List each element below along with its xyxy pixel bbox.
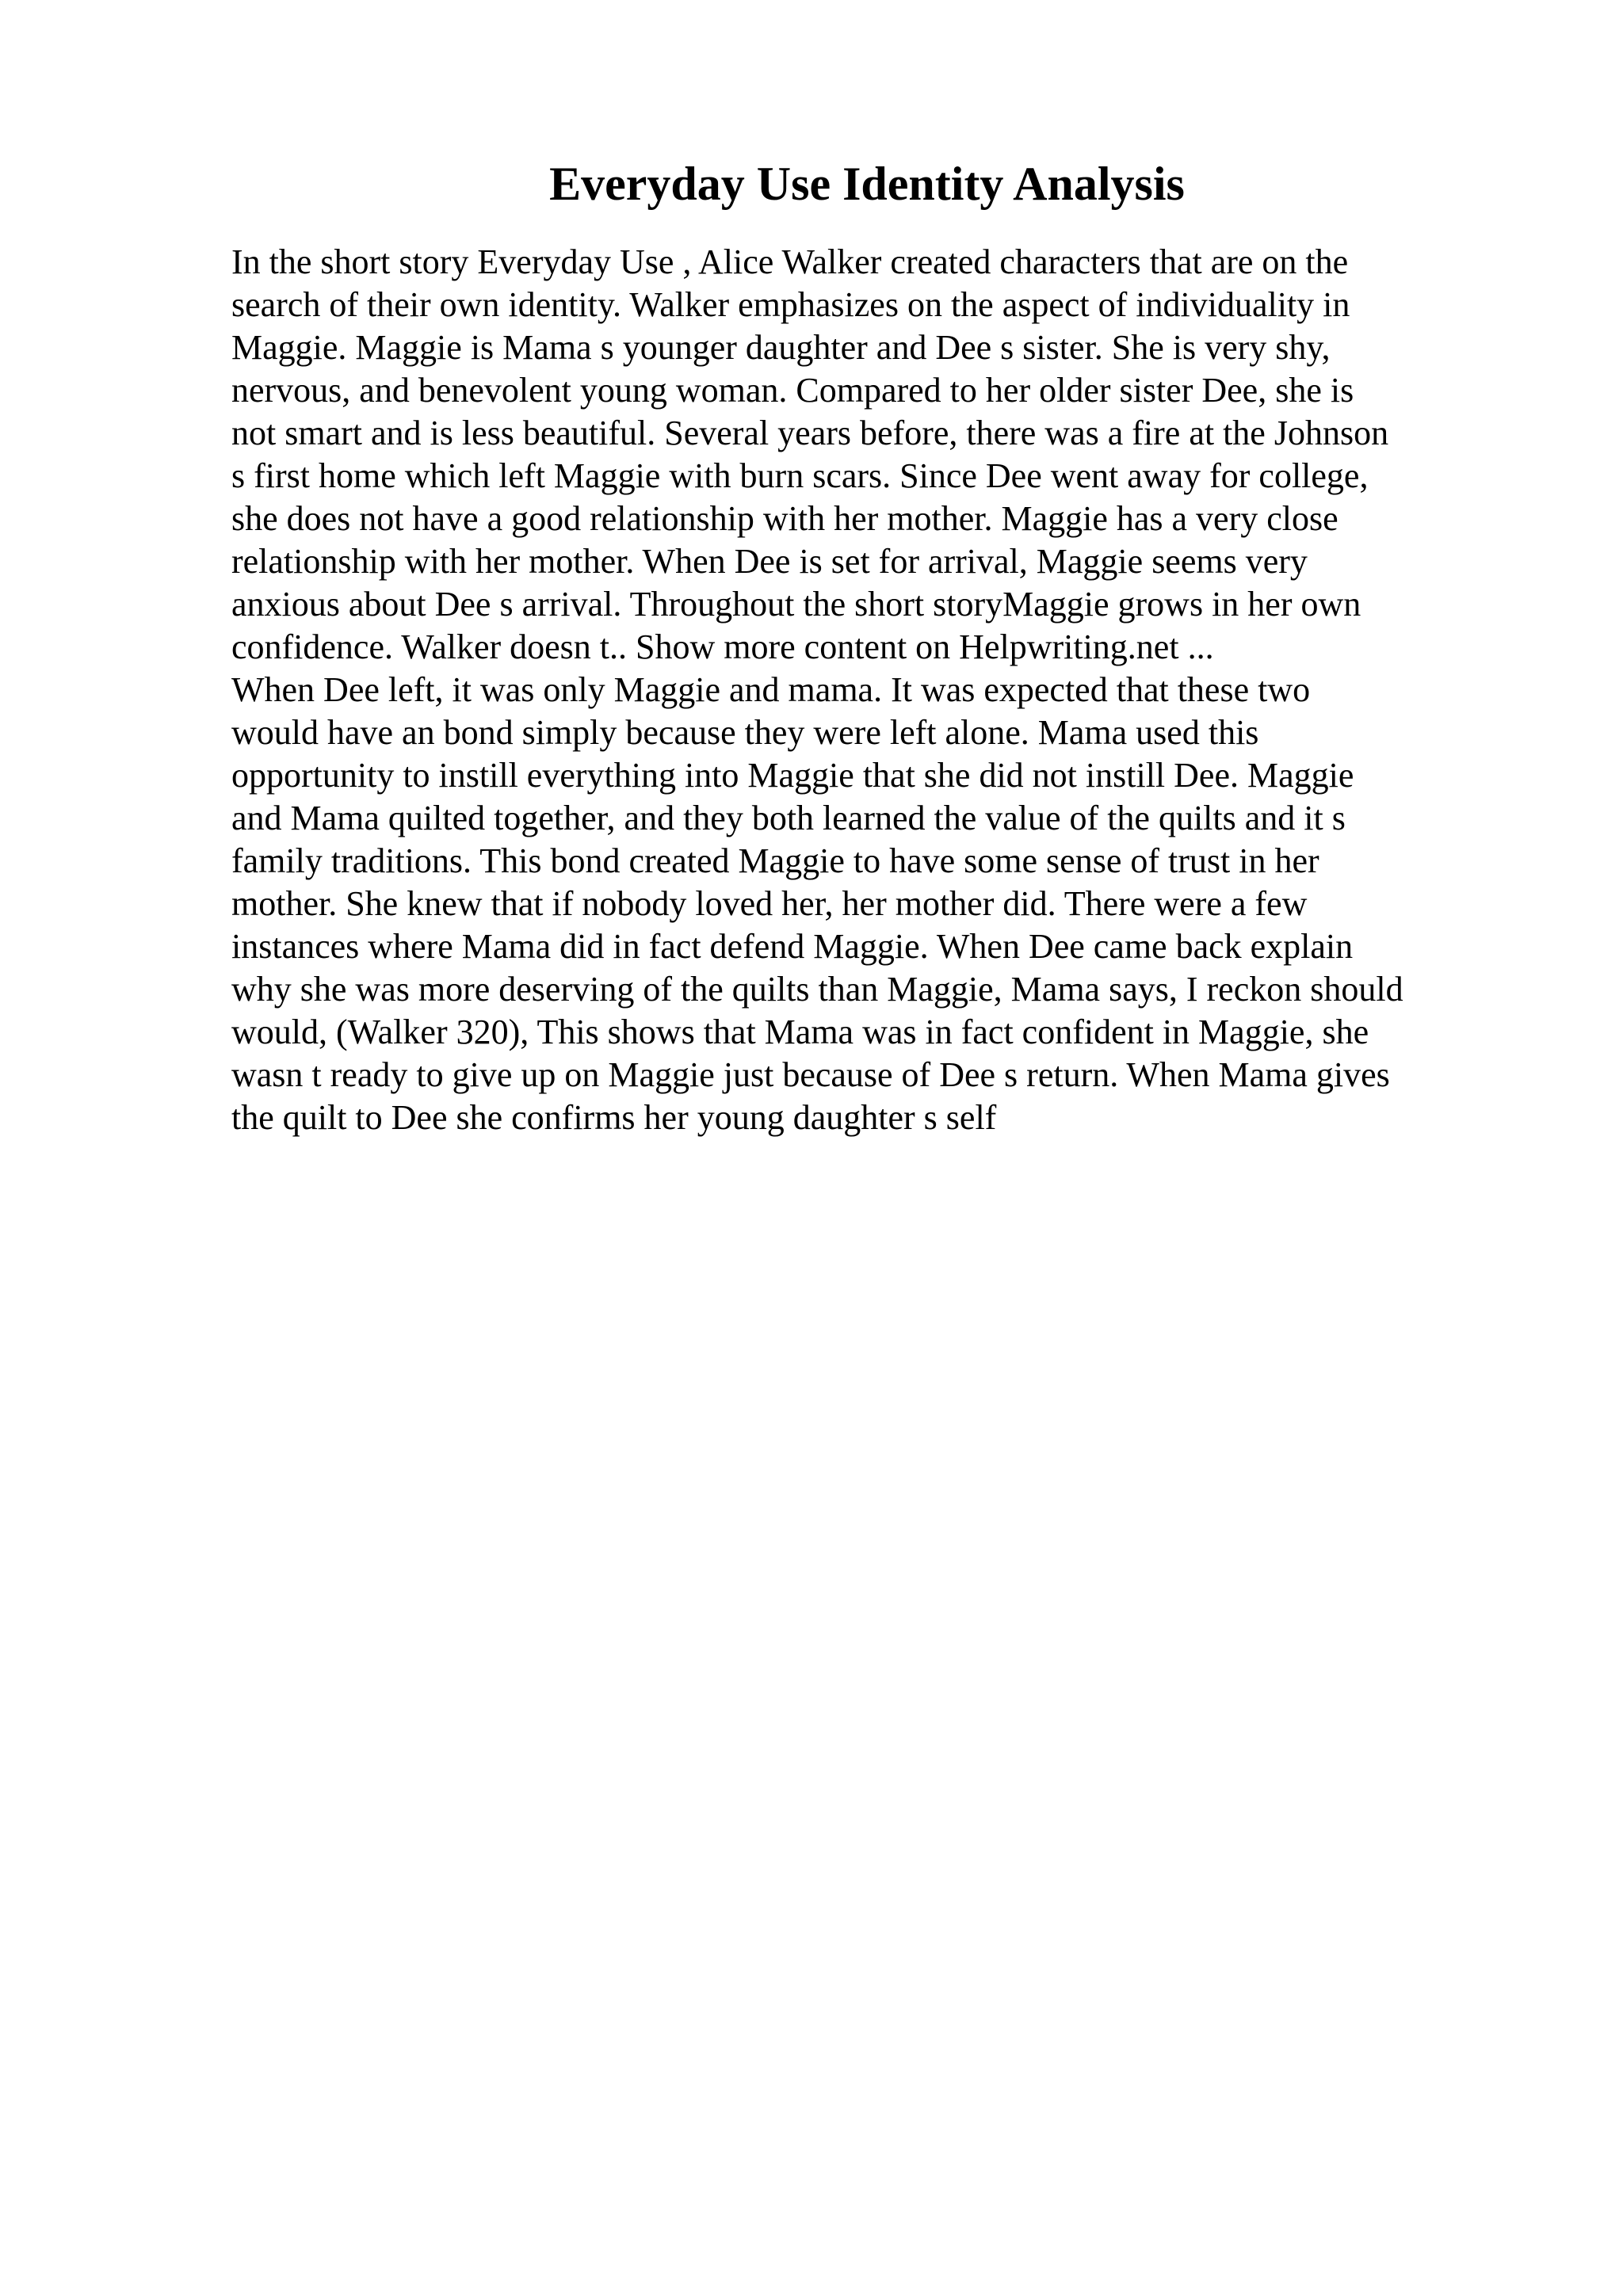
- body-line: not smart and is less beautiful. Several years before, there was a fire at the Johnson: [231, 414, 1389, 452]
- body-line: would, (Walker 320), This shows that Mama was in fact confident in Maggie, she: [231, 1013, 1369, 1051]
- body-line: instances where Mama did in fact defend Maggie. When Dee came back explain: [231, 927, 1354, 966]
- body-line: mother. She knew that if nobody loved her, her mother did. There were a few: [231, 884, 1308, 923]
- body-line: search of their own identity. Walker emphasizes on the aspect of individuality in: [231, 285, 1350, 324]
- body-line: family traditions. This bond created Maggie to have some sense of trust in her: [231, 841, 1319, 880]
- body-line: and Mama quilted together, and they both learned the value of the quilts and it s: [231, 799, 1346, 837]
- body-line: confidence. Walker doesn t.. Show more content on Helpwriting.net ...: [231, 627, 1214, 666]
- body-line: s first home which left Maggie with burn scars. Since Dee went away for college,: [231, 456, 1369, 495]
- body-line: nervous, and benevolent young woman. Compared to her older sister Dee, she is: [231, 371, 1354, 410]
- body-line: When Dee left, it was only Maggie and mama. It was expected that these two: [231, 670, 1311, 709]
- body-line: why she was more deserving of the quilts than Maggie, Mama says, I reckon should: [231, 970, 1403, 1009]
- document-title: Everyday Use Identity Analysis: [549, 158, 1185, 210]
- body-line: anxious about Dee s arrival. Throughout the short storyMaggie grows in her own: [231, 585, 1361, 624]
- body-line: Maggie. Maggie is Mama s younger daughter and Dee s sister. She is very shy,: [231, 328, 1331, 367]
- body-line: relationship with her mother. When Dee is set for arrival, Maggie seems very: [231, 542, 1308, 581]
- body-line: would have an bond simply because they were left alone. Mama used this: [231, 713, 1259, 752]
- body-line: In the short story Everyday Use , Alice Walker created characters that are on the: [231, 242, 1349, 281]
- document-body: [231, 241, 1499, 1139]
- body-line: the quilt to Dee she confirms her young daughter s self: [231, 1098, 997, 1137]
- body-line: opportunity to instill everything into Maggie that she did not instill Dee. Maggie: [231, 756, 1354, 795]
- body-line: she does not have a good relationship with her mother. Maggie has a very close: [231, 499, 1338, 538]
- body-line: wasn t ready to give up on Maggie just because of Dee s return. When Mama gives: [231, 1055, 1390, 1094]
